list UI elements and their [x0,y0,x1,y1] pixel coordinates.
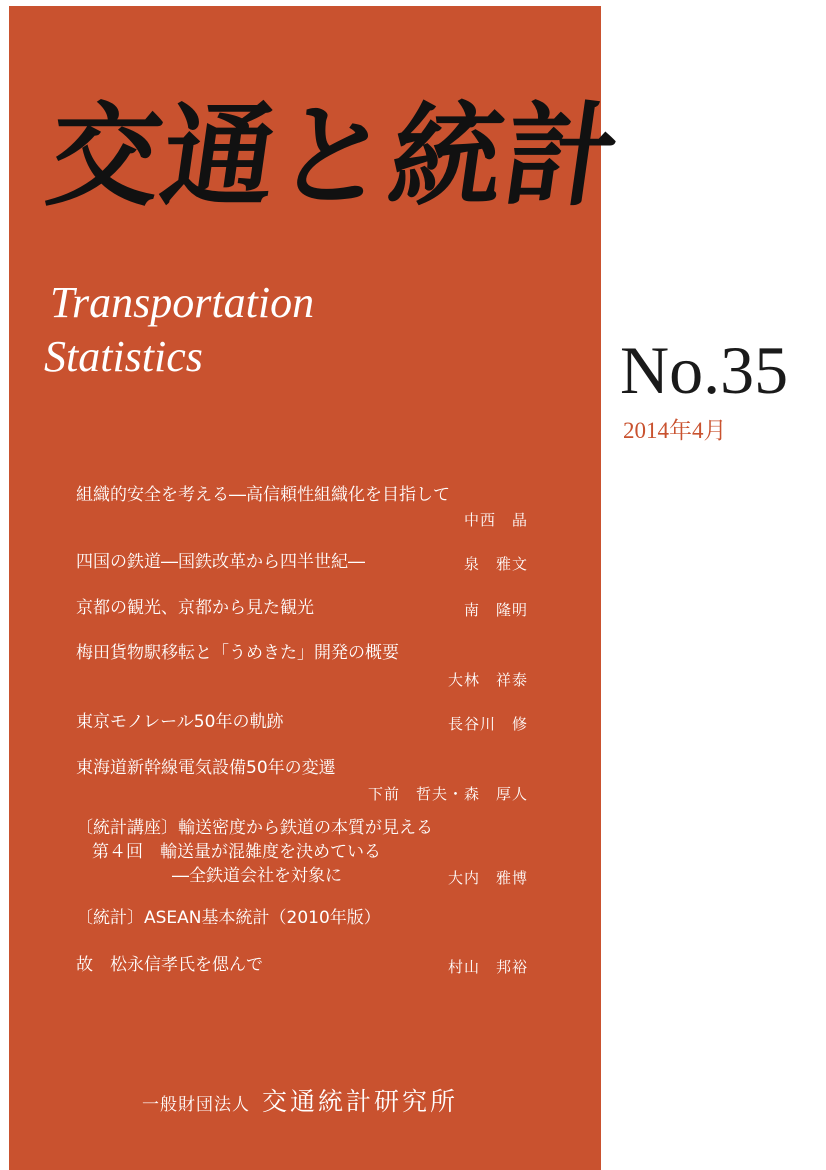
publisher-name: 交通統計研究所 [261,1087,458,1116]
journal-title-japanese: 交通と統計 [40,92,629,222]
journal-title-english [44,276,315,384]
toc-title: 四国の鉄道―国鉄改革から四半世紀― [76,552,365,572]
toc-title: 〔統計〕ASEAN基本統計（2010年版） [76,908,381,928]
publisher [0,1082,600,1118]
toc-title: 東京モノレール50年の軌跡 [76,712,284,732]
toc-author: 村山 邦裕 [447,958,528,976]
toc-title: 梅田貨物駅移転と「うめきた」開発の概要 [76,643,399,663]
toc-title: 〔統計講座〕輸送密度から鉄道の本質が見える [76,818,433,838]
toc-title: 東海道新幹線電気設備50年の変遷 [76,758,336,778]
toc-author: 中西 晶 [463,511,528,529]
toc-subtitle: ―全鉄道会社を対象に [172,866,342,886]
publisher-corp-type: 一般財団法人 [141,1095,250,1115]
toc-author: 大林 祥泰 [447,671,528,689]
toc-subtitle: 第４回 輸送量が混雑度を決めている [92,842,381,862]
toc-title: 京都の観光、京都から見た観光 [76,598,314,618]
issue-date: 2014年4月 [623,418,727,443]
toc-author: 長谷川 修 [447,715,528,733]
toc-author: 下前 哲夫・森 厚人 [367,785,528,803]
issue-number: No.35 [620,332,789,408]
toc-author: 泉 雅文 [463,555,528,573]
toc-title: 故 松永信孝氏を偲んで [76,955,263,975]
title-en-line2: Statistics [44,332,203,381]
toc-author: 南 隆明 [463,601,528,619]
toc-author: 大内 雅博 [447,869,528,887]
title-en-line1: Transportation [50,278,315,327]
toc-title: 組織的安全を考える―高信頼性組織化を目指して [76,485,450,505]
